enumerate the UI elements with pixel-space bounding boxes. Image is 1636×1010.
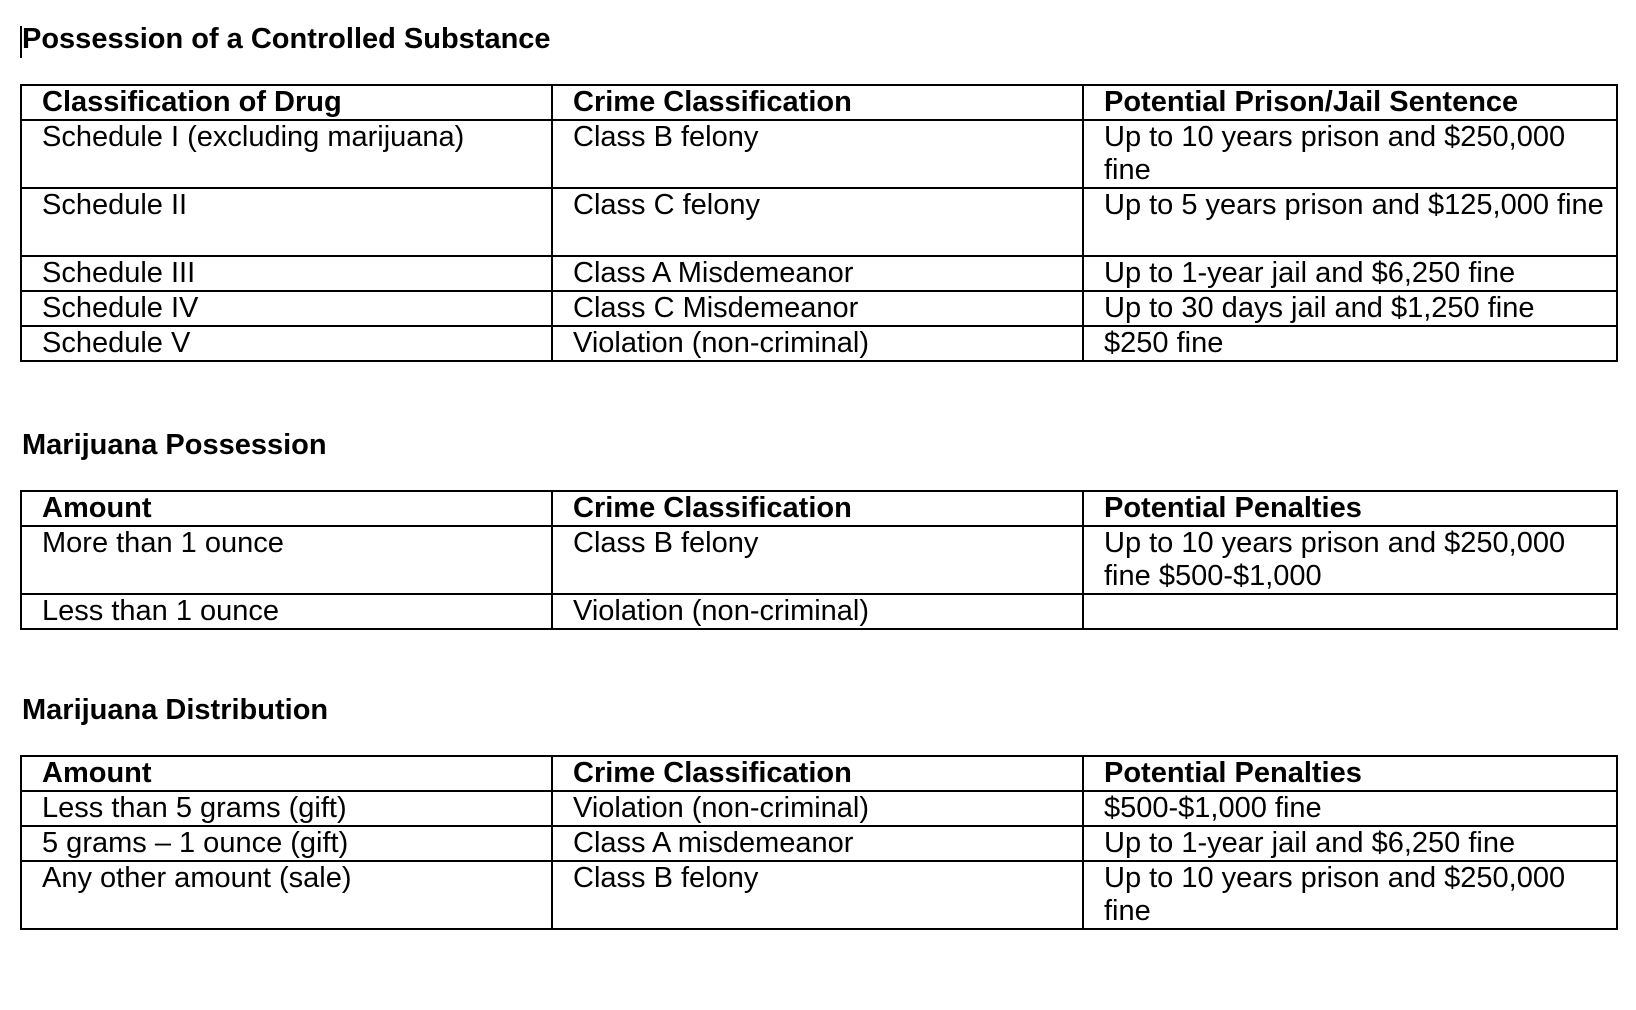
column-header: Crime Classification xyxy=(552,85,1083,120)
table-cell: Up to 10 years prison and $250,000 fine xyxy=(1083,120,1617,188)
section-title-marijuana-distribution: Marijuana Distribution xyxy=(22,694,329,726)
table-cell: More than 1 ounce xyxy=(21,526,552,594)
table-cell: Schedule I (excluding marijuana) xyxy=(21,120,552,188)
table-cell: Up to 10 years prison and $250,000 fine $500-$1,000 xyxy=(1083,526,1617,594)
table-cell: Less than 1 ounce xyxy=(21,594,552,629)
table-cell: Up to 10 years prison and $250,000 fine xyxy=(1083,861,1617,929)
column-header: Potential Penalties xyxy=(1083,491,1617,526)
table-cell: $250 fine xyxy=(1083,326,1617,361)
table-row xyxy=(21,526,1617,594)
column-header: Potential Prison/Jail Sentence xyxy=(1083,85,1617,120)
table-cell: Violation (non-criminal) xyxy=(552,594,1083,629)
table-cell: Schedule V xyxy=(21,326,552,361)
marijuana-possession-table xyxy=(20,490,1618,630)
table-cell: Up to 1-year jail and $6,250 fine xyxy=(1083,826,1617,861)
table-row xyxy=(21,594,1617,629)
table-cell: Schedule III xyxy=(21,256,552,291)
table-cell: Class C Misdemeanor xyxy=(552,291,1083,326)
column-header: Crime Classification xyxy=(552,756,1083,791)
table-cell: Class B felony xyxy=(552,120,1083,188)
table-cell: Class A Misdemeanor xyxy=(552,256,1083,291)
table-cell: 5 grams – 1 ounce (gift) xyxy=(21,826,552,861)
column-header: Potential Penalties xyxy=(1083,756,1617,791)
marijuana-distribution-table xyxy=(20,755,1618,930)
table-cell: Schedule IV xyxy=(21,291,552,326)
table-cell: Class B felony xyxy=(552,861,1083,929)
column-header: Amount xyxy=(21,491,552,526)
table-cell: Violation (non-criminal) xyxy=(552,791,1083,826)
table-header-row xyxy=(21,85,1617,120)
table-row xyxy=(21,120,1617,188)
table-cell: Violation (non-criminal) xyxy=(552,326,1083,361)
section-title-marijuana-possession: Marijuana Possession xyxy=(22,429,327,461)
table-cell: Up to 30 days jail and $1,250 fine xyxy=(1083,291,1617,326)
column-header: Amount xyxy=(21,756,552,791)
table-header-row xyxy=(21,756,1617,791)
controlled-substance-table xyxy=(20,84,1618,362)
table-cell: $500-$1,000 fine xyxy=(1083,791,1617,826)
table-cell: Up to 5 years prison and $125,000 fine xyxy=(1083,188,1617,256)
table-row xyxy=(21,256,1617,291)
table-cell: Up to 1-year jail and $6,250 fine xyxy=(1083,256,1617,291)
column-header: Crime Classification xyxy=(552,491,1083,526)
table-cell: Class C felony xyxy=(552,188,1083,256)
column-header: Classification of Drug xyxy=(21,85,552,120)
table-cell: Less than 5 grams (gift) xyxy=(21,791,552,826)
table-row xyxy=(21,791,1617,826)
table-row xyxy=(21,291,1617,326)
table-row xyxy=(21,826,1617,861)
table-row xyxy=(21,861,1617,929)
table-cell: Class B felony xyxy=(552,526,1083,594)
table-cell: Any other amount (sale) xyxy=(21,861,552,929)
table-cell: Schedule II xyxy=(21,188,552,256)
table-cell: Class A misdemeanor xyxy=(552,826,1083,861)
table-header-row xyxy=(21,491,1617,526)
table-cell xyxy=(1083,594,1617,629)
table-row xyxy=(21,326,1617,361)
section-title-controlled-substance: Possession of a Controlled Substance xyxy=(22,23,551,55)
table-row xyxy=(21,188,1617,256)
